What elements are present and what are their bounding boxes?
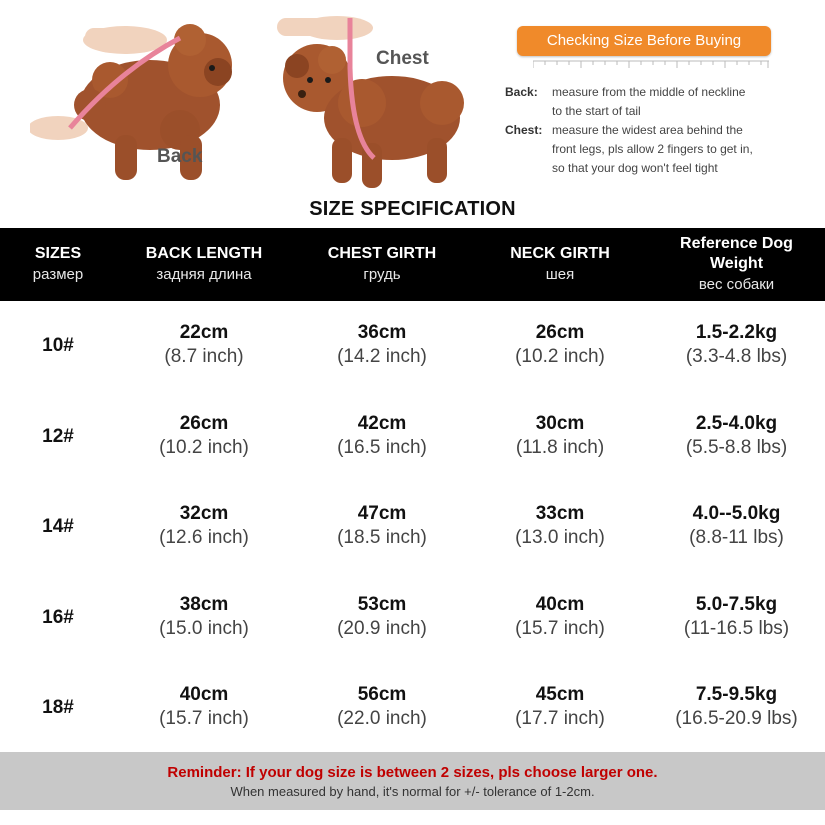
measure-instructions [505,26,795,178]
size-cell: 18# [42,697,74,718]
chest-note-line: measure the widest area behind the [552,123,743,137]
header-main: BACK LENGTH [145,244,263,262]
dog-weight-converted: (3.3-4.8 lbs) [685,346,788,367]
neck-girth-converted: (17.7 inch) [515,708,605,729]
back-length-value: 40cm [179,684,229,705]
dog-weight-value: 7.5-9.5kg [695,684,778,705]
ruler-icon [533,60,769,70]
measuring-guide [0,0,825,195]
header-main-line: Reference Dog [680,234,793,252]
back-length-value: 32cm [179,503,229,524]
table-row [0,412,825,503]
neck-girth-converted: (13.0 inch) [515,527,605,548]
chest-girth-converted: (16.5 inch) [337,436,427,458]
chest-girth-converted: (14.2 inch) [337,346,427,367]
header-sub: грудь [363,265,401,283]
table-row [0,502,825,593]
back-length-value: 38cm [179,593,229,615]
size-cell: 14# [42,516,74,537]
header-back-length [116,228,292,301]
dog-weight-converted: (16.5-20.9 lbs) [675,708,798,729]
neck-girth-converted: (10.2 inch) [515,346,605,367]
dog-weight-converted: (11-16.5 lbs) [683,617,790,639]
chest-girth-value: 53cm [357,593,407,615]
chest-girth-converted: (20.9 inch) [337,617,427,639]
neck-girth-value: 26cm [535,322,585,343]
chest-girth-value: 56cm [357,684,407,705]
header-sub: размер [32,265,84,283]
header-main: SIZES [34,244,82,262]
dog-weight-cell [648,412,825,503]
dog-chest-measure-photo [262,8,472,193]
header-main: CHEST GIRTH [327,244,437,262]
back-length-cell [116,321,292,412]
dog-weight-cell [648,321,825,412]
header-sizes [0,228,116,301]
neck-girth-converted: (11.8 inch) [515,436,605,458]
header-dog-weight [648,228,825,301]
back-length-converted: (15.7 inch) [159,708,249,729]
chest-note-line: so that your dog won't feel tight [552,161,718,175]
dog-weight-value: 5.0-7.5kg [695,593,778,615]
chest-girth-cell [292,412,472,503]
back-length-converted: (10.2 inch) [159,436,249,458]
back-length-converted: (12.6 inch) [159,527,249,548]
chest-note-key: Chest: [505,123,543,137]
table-row [0,593,825,684]
dog-back-measure-photo [30,10,260,190]
size-table [0,228,825,774]
back-note [505,83,795,121]
back-label: Back [157,146,203,167]
back-length-value: 26cm [179,412,229,434]
header-sub: задняя длина [156,265,252,283]
dog-weight-converted: (5.5-8.8 lbs) [685,436,788,458]
header-main-line: Weight [709,254,764,272]
header-sub: шея [545,265,575,283]
neck-girth-cell [472,412,648,503]
neck-girth-converted: (15.7 inch) [515,617,605,639]
table-header [0,228,825,301]
neck-girth-value: 30cm [535,412,585,434]
neck-girth-value: 45cm [535,684,585,705]
chest-girth-cell [292,593,472,684]
header-neck-girth [472,228,648,301]
back-length-cell [116,412,292,503]
chest-girth-value: 47cm [357,503,407,524]
chest-girth-converted: (18.5 inch) [337,527,427,548]
back-note-line: measure from the middle of neckline [552,85,746,99]
dog-weight-converted: (8.8-11 lbs) [689,527,784,548]
neck-girth-cell [472,593,648,684]
neck-girth-value: 40cm [535,593,585,615]
size-cell: 16# [42,606,74,628]
chest-girth-converted: (22.0 inch) [337,708,427,729]
size-cell: 10# [42,335,74,356]
back-length-converted: (8.7 inch) [164,346,244,367]
neck-girth-cell [472,502,648,593]
chest-girth-value: 42cm [357,412,407,434]
dog-weight-value: 2.5-4.0kg [695,412,778,434]
table-body [0,301,825,774]
chest-girth-value: 36cm [357,322,407,343]
back-note-line: to the start of tail [552,104,641,118]
chest-girth-cell [292,502,472,593]
size-cell: 12# [42,425,74,447]
dog-weight-value: 1.5-2.2kg [695,322,778,343]
chest-note-line: front legs, pls allow 2 fingers to get in, [552,142,753,156]
chest-girth-cell [292,321,472,412]
tolerance-note: When measured by hand, it's normal for +/- tolerance of 1-2cm. [230,784,595,799]
dog-weight-cell [648,502,825,593]
header-chest-girth [292,228,472,301]
page-title: SIZE SPECIFICATION [309,198,516,220]
header-main: NECK GIRTH [510,244,610,262]
reminder-box [0,752,825,810]
chest-label: Chest [376,48,429,69]
back-note-key: Back: [505,85,538,99]
checking-size-banner: Checking Size Before Buying [517,26,771,56]
dog-weight-cell [648,593,825,684]
header-sub: вес собаки [698,275,775,293]
neck-girth-cell [472,321,648,412]
reminder-text: Reminder: If your dog size is between 2 sizes, pls choose larger one. [167,764,658,781]
back-length-cell [116,502,292,593]
dog-weight-value: 4.0--5.0kg [692,503,781,524]
back-length-converted: (15.0 inch) [159,617,249,639]
table-row [0,321,825,412]
neck-girth-value: 33cm [535,503,585,524]
back-length-cell [116,593,292,684]
back-length-value: 22cm [179,322,229,343]
chest-note [505,121,795,178]
